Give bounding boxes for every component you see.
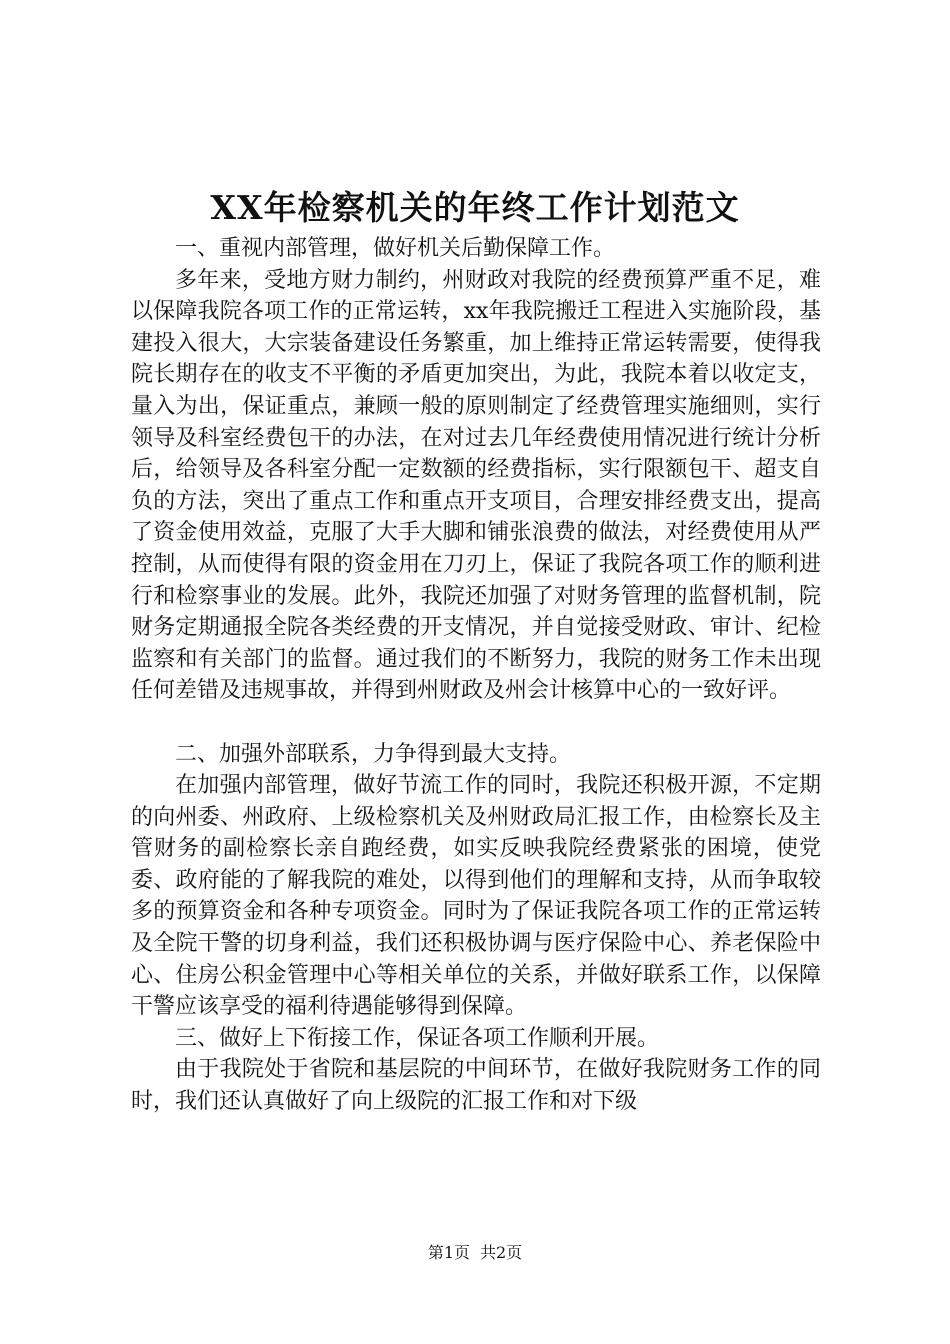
page-footer bbox=[0, 1243, 950, 1263]
page-title: XX年检察机关的年终工作计划范文 bbox=[210, 188, 740, 227]
paragraph: 在加强内部管理，做好节流工作的同时，我院还积极开源，不定期的向州委、州政府、上级检察机关及州财政局汇报工作，由检察长及主管财务的副检察长亲自跑经费，如实反映我院经费紧张的困境，使党委、政府能的了解我院的难处，以得到他们的理解和支持，从而争取较多的预算资金和各种专项资金。同时为了保证我院各项工作的正常运转及全院干警的切身利益，我们还积极协调与医疗保险中心、养老保险中心、住房公积金管理中心等相关单位的关系，并做好联系工作，以保障干警应该享受的福利待遇能够得到保障。 bbox=[131, 773, 821, 1020]
blank-line bbox=[131, 707, 821, 739]
paragraph: 多年来，受地方财力制约，州财政对我院的经费预算严重不足，难以保障我院各项工作的正常运转，xx年我院搬迁工程进入实施阶段，基建投入很大，大宗装备建设任务繁重，加上维持正常运转需要，使得我院长期存在的收支不平衡的矛盾更加突出，为此，我院本着以收定支，量入为出，保证重点，兼顾一般的原则制定了经费管理实施细则，实行领导及科室经费包干的办法，在对过去几年经费使用情况进行统计分析后，给领导及各科室分配一定数额的经费指标，实行限额包干、超支自负的方法，突出了重点工作和重点开支项目，合理安排经费支出，提高了资金使用效益，克服了大手大脚和铺张浪费的做法，对经费使用从严控制，从而使得有限的资金用在刀刃上，保证了我院各项工作的顺利进行和检察事业的发展。此外，我院还加强了对财务管理的监督机制，院财务定期通报全院各类经费的开支情况，并自觉接受财政、审计、纪检监察和有关部门的监督。通过我们的不断努力，我院的财务工作未出现任何差错及违规事故，并得到州财政及州会计核算中心的一致好评。 bbox=[131, 267, 821, 704]
page-total: 共2页 bbox=[480, 1243, 523, 1262]
section-heading-2: 二、加强外部联系，力争得到最大支持。 bbox=[175, 741, 572, 767]
page-number: 第1页 bbox=[427, 1243, 470, 1262]
document-body bbox=[131, 233, 821, 1118]
section-heading-1: 一、重视内部管理，做好机关后勤保障工作。 bbox=[175, 236, 616, 261]
paragraph: 由于我院处于省院和基层院的中间环节，在做好我院财务工作的同时，我们还认真做好了向上级院的汇报工作和对下级 bbox=[131, 1057, 821, 1115]
section-heading-3: 三、做好上下衔接工作，保证各项工作顺利开展。 bbox=[175, 1025, 660, 1051]
